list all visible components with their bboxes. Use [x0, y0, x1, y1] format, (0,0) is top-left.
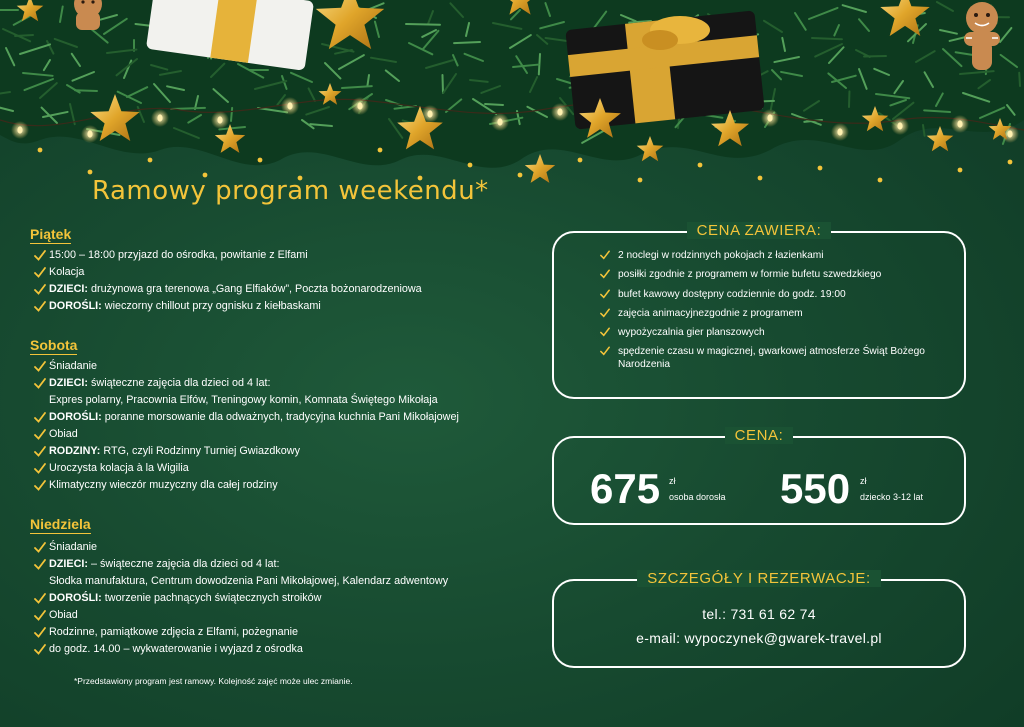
activity-text: poranne morsowanie dla odważnych, tradycyjna kuchnia Pani Mikołajowej	[101, 411, 459, 423]
activity-item	[34, 375, 459, 392]
checkmark-icon	[34, 559, 46, 570]
activity-text: Obiad	[49, 428, 78, 440]
checkmark-icon	[34, 301, 46, 312]
day-title-friday: Piątek	[30, 226, 72, 242]
checkmark-icon	[34, 610, 46, 621]
activity-text: Kolacja	[49, 266, 85, 278]
activity-item	[34, 624, 448, 641]
activity-item	[34, 298, 422, 315]
activity-category: RODZINY:	[49, 445, 101, 457]
checkmark-icon	[34, 644, 46, 655]
includes-item-text: posiłki zgodnie z programem w formie bufetu szwedzkiego	[618, 269, 882, 281]
checkmark-icon	[600, 327, 610, 337]
activity-text: Klimatyczny wieczór muzyczny dla całej rodziny	[49, 479, 278, 491]
activity-category: DOROŚLI:	[49, 300, 102, 312]
activity-category: DZIECI:	[49, 558, 88, 570]
adult-price-value: 675	[590, 465, 661, 512]
activity-text: drużynowa gra terenowa „Gang Elfiaków”, Poczta bożonarodzeniowa	[88, 283, 422, 295]
activity-text: do godz. 14.00 – wykwaterowanie i wyjazd z ośrodka	[49, 643, 303, 655]
saturday-activity-list	[34, 358, 459, 494]
activity-item	[34, 247, 422, 264]
includes-item-text: wypożyczalnia gier planszowych	[618, 327, 765, 339]
activity-text: tworzenie pachnących świątecznych stroików	[101, 592, 322, 604]
includes-item-text: 2 noclegi w rodzinnych pokojach z łazienkami	[618, 250, 824, 261]
activity-item	[34, 409, 459, 426]
activity-category: DOROŚLI:	[49, 592, 102, 604]
checkmark-icon	[34, 378, 46, 389]
activity-item	[34, 607, 448, 624]
activity-item	[34, 358, 459, 375]
activity-item	[34, 443, 459, 460]
price-box	[552, 427, 966, 525]
activity-text: Expres polarny, Pracownia Elfów, Treningowy komin, Komnata Świętego Mikołaja	[49, 394, 438, 406]
checkmark-icon	[34, 480, 46, 491]
activity-item	[34, 590, 448, 607]
activity-item	[34, 539, 448, 556]
checkmark-icon	[34, 250, 46, 261]
activity-text: Śniadanie	[49, 360, 98, 372]
gingerbread-man-icon	[74, 0, 102, 30]
contact-email[interactable]: e-mail: wypoczynek@gwarek-travel.pl	[636, 630, 882, 646]
includes-item-text: spędzenie czasu w magicznej, gwarkowej atmosferze Świąt Bożego Narodzenia	[618, 346, 925, 371]
checkmark-icon	[600, 250, 610, 260]
checkmark-icon	[34, 446, 46, 457]
friday-activity-list	[34, 247, 422, 315]
activity-text: świąteczne zajęcia dla dzieci od 4 lat:	[88, 377, 271, 389]
activity-category: DOROŚLI:	[49, 411, 102, 423]
checkmark-icon	[34, 593, 46, 604]
includes-item	[600, 326, 938, 339]
activity-item	[34, 264, 422, 281]
includes-item	[600, 345, 938, 371]
includes-box	[552, 222, 966, 399]
activity-item	[34, 641, 448, 658]
contact-box	[552, 570, 966, 668]
checkmark-icon	[34, 361, 46, 372]
activity-text: – świąteczne zajęcia dla dzieci od 4 lat:	[88, 558, 280, 570]
activity-item	[34, 392, 459, 409]
includes-title: CENA ZAWIERA:	[687, 222, 832, 239]
day-title-saturday: Sobota	[30, 337, 78, 353]
activity-text: Rodzinne, pamiątkowe zdjęcia z Elfami, pożegnanie	[49, 626, 299, 638]
contact-phone[interactable]: tel.: 731 61 62 74	[702, 606, 816, 622]
child-price-currency: zł	[860, 476, 867, 486]
activity-item	[34, 573, 448, 590]
child-price-label: dziecko 3-12 lat	[860, 492, 924, 502]
checkmark-icon	[600, 346, 610, 356]
includes-item-text: bufet kawowy dostępny codziennie do godz. 19:00	[618, 288, 846, 300]
checkmark-icon	[34, 412, 46, 423]
activity-text: 15:00 – 18:00 przyjazd do ośrodka, powitanie z Elfami	[49, 249, 308, 261]
activity-text: Uroczysta kolacja à la Wigilia	[49, 462, 189, 474]
price-title: CENA:	[725, 427, 794, 444]
checkmark-icon	[34, 429, 46, 440]
checkmark-icon	[600, 269, 610, 279]
checkmark-icon	[34, 284, 46, 295]
activity-text: RTG, czyli Rodzinny Turniej Gwiazdkowy	[100, 445, 300, 457]
activity-item	[34, 426, 459, 443]
adult-price-currency: zł	[669, 476, 676, 486]
checkmark-icon	[34, 627, 46, 638]
checkmark-icon	[600, 308, 610, 318]
contact-title: SZCZEGÓŁY I REZERWACJE:	[637, 570, 881, 587]
activity-text: Słodka manufaktura, Centrum dowodzenia Pani Mikołajowej, Kalendarz adwentowy	[49, 575, 449, 587]
christmas-garland-decoration	[0, 0, 1024, 200]
program-footnote: *Przedstawiony program jest ramowy. Kolejność zajęć może ulec zmianie.	[74, 676, 353, 686]
day-title-sunday: Niedziela	[30, 516, 91, 532]
child-price-value: 550	[780, 465, 851, 512]
includes-item	[600, 288, 938, 301]
activity-item	[34, 460, 459, 477]
activity-category: DZIECI:	[49, 377, 88, 389]
sunday-activity-list	[34, 539, 448, 658]
checkmark-icon	[34, 542, 46, 553]
activity-category: DZIECI:	[49, 283, 88, 295]
checkmark-icon	[34, 267, 46, 278]
checkmark-icon	[600, 289, 610, 299]
includes-list	[600, 249, 938, 378]
activity-item	[34, 477, 459, 494]
includes-item-text: zajęcia animacyjnezgodnie z programem	[618, 307, 803, 319]
checkmark-icon	[34, 463, 46, 474]
activity-text: wieczorny chillout przy ognisku z kiełbaskami	[101, 300, 321, 312]
activity-text: Obiad	[49, 609, 78, 621]
program-title: Ramowy program weekendu*	[92, 176, 489, 206]
activity-item	[34, 281, 422, 298]
includes-item	[600, 268, 938, 281]
activity-text: Śniadanie	[49, 541, 98, 553]
adult-price-label: osoba dorosła	[669, 492, 726, 502]
includes-item	[600, 249, 938, 262]
activity-item	[34, 556, 448, 573]
includes-item	[600, 307, 938, 320]
